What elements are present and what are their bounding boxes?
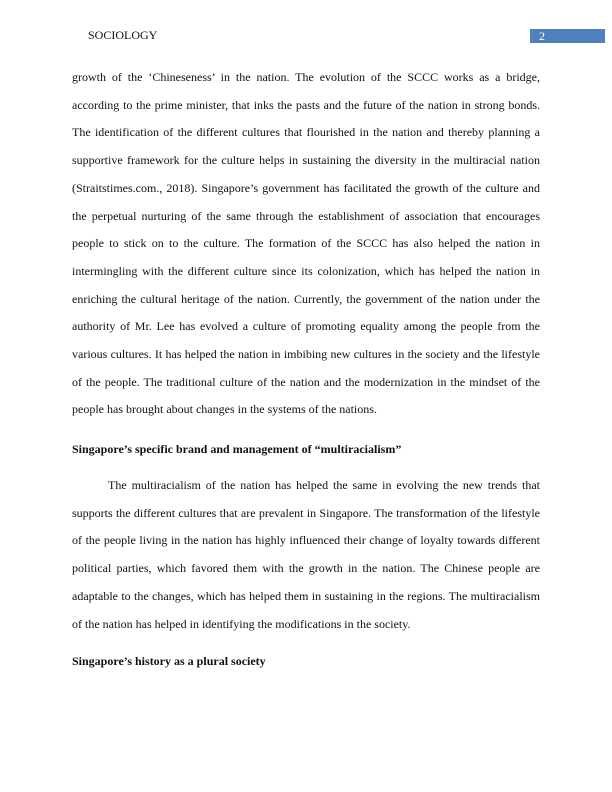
running-header: SOCIOLOGY [88, 28, 158, 42]
text-line: various cultures. It has helped the nation in imbibing new cultures in the society and the lifestyle [72, 347, 540, 361]
text-line: adaptable to the changes, which has helped them in sustaining in the regions. The multiracialism [72, 588, 540, 603]
section-heading-plural-society: Singapore’s history as a plural society [72, 654, 266, 668]
text-line: supportive framework for the culture helps in sustaining the diversity in the multiracial nation [72, 153, 540, 168]
text-line: enriching the cultural heritage of the nation. Currently, the government of the nation under the [72, 291, 540, 306]
page-number: 2 [530, 29, 605, 43]
text-line: people to stick on to the culture. The formation of the SCCC has also helped the nation in [72, 236, 540, 251]
text-line: political parties, which favored them with the growth in the nation. The Chinese people are [72, 561, 540, 576]
text-line: people has brought about changes in the systems of the nations. [72, 402, 377, 417]
text-line: of the nation has helped in identifying the modifications in the society. [72, 616, 411, 631]
text-line: according to the prime minister, that inks the pasts and the future of the nation in strong bonds. [72, 97, 540, 112]
text-line: of the people. The traditional culture of the nation and the modernization in the mindset of the [72, 374, 540, 389]
text-line: intermingling with the different culture since its colonization, which has helped the nation in [72, 263, 540, 278]
section-heading-multiracialism: Singapore’s specific brand and management of “multiracialism” [72, 442, 402, 456]
text-line: (Straitstimes.com., 2018). Singapore’s government has facilitated the growth of the culture and [72, 180, 540, 195]
text-line: supports the different cultures that are prevalent in Singapore. The transformation of the lifestyle [72, 505, 540, 520]
text-line: growth of the ‘Chineseness’ in the nation. The evolution of the SCCC works as a bridge, [72, 70, 540, 84]
text-line: The identification of the different cultures that flourished in the nation and thereby planning a [72, 125, 540, 140]
text-line: the perpetual nurturing of the same through the establishment of association that encourages [72, 208, 540, 223]
text-line: authority of Mr. Lee has evolved a culture of promoting equality among the people from the [72, 319, 540, 334]
text-line: of the people living in the nation has highly influenced their change of loyalty towards different [72, 533, 540, 548]
text-line: The multiracialism of the nation has helped the same in evolving the new trends that [108, 478, 540, 492]
